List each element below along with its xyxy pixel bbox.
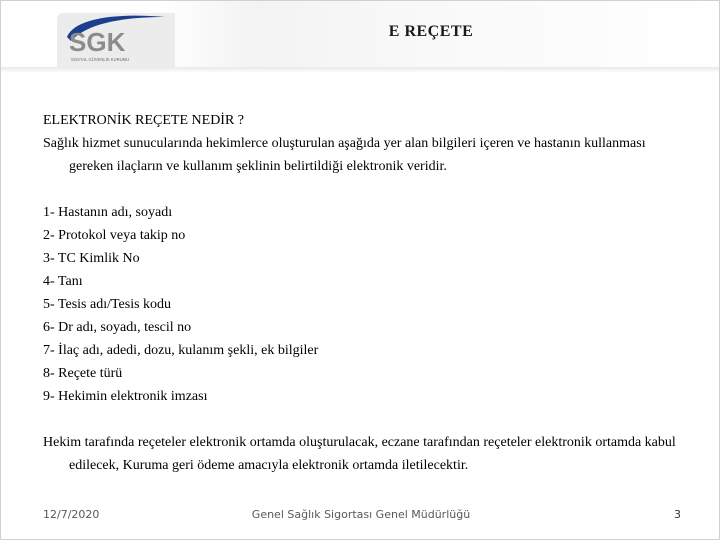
logo-subtext: SOSYAL GÜVENLİK KURUMU	[71, 57, 130, 62]
list-item: 7- İlaç adı, adedi, dozu, kulanım şekli, ek bilgiler	[43, 343, 319, 358]
footer-date: 12/7/2020	[43, 508, 100, 521]
list-item: 4- Tanı	[43, 274, 83, 289]
list-item: 2- Protokol veya takip no	[43, 228, 186, 243]
section-heading: ELEKTRONİK REÇETE NEDİR ?	[43, 113, 245, 128]
header-divider	[1, 67, 719, 73]
list-item: 3- TC Kimlik No	[43, 251, 140, 266]
info-list	[43, 201, 693, 408]
logo-text: SGK	[69, 27, 126, 57]
slide-content	[43, 109, 693, 491]
list-item: 9- Hekimin elektronik imzası	[43, 389, 208, 404]
footer-organization: Genel Sağlık Sigortası Genel Müdürlüğü	[251, 508, 471, 521]
list-item: 1- Hastanın adı, soyadı	[43, 205, 173, 220]
sgk-logo-icon	[61, 11, 171, 65]
page-number: 3	[674, 508, 681, 521]
slide-title: E REÇETE	[388, 23, 474, 40]
closing-paragraph: Hekim tarafında reçeteler elektronik ortamda oluşturulacak, eczane tarafından reçeteler elektronik ortamda kabul edilecek, Kuruma geri ödeme amacıyla elektronik ortamda iletilecektir.	[43, 435, 676, 473]
list-item: 5- Tesis adı/Tesis kodu	[43, 297, 172, 312]
intro-paragraph: Sağlık hizmet sunucularında hekimlerce oluşturulan aşağıda yer alan bilgileri içeren ve hastanın kullanması gereken ilaçların ve kullanım şeklinin belirtildiği elektronik veridir.	[43, 136, 646, 174]
list-item: 8- Reçete türü	[43, 366, 123, 381]
list-item: 6- Dr adı, soyadı, tescil no	[43, 320, 192, 335]
sgk-logo	[61, 11, 171, 65]
